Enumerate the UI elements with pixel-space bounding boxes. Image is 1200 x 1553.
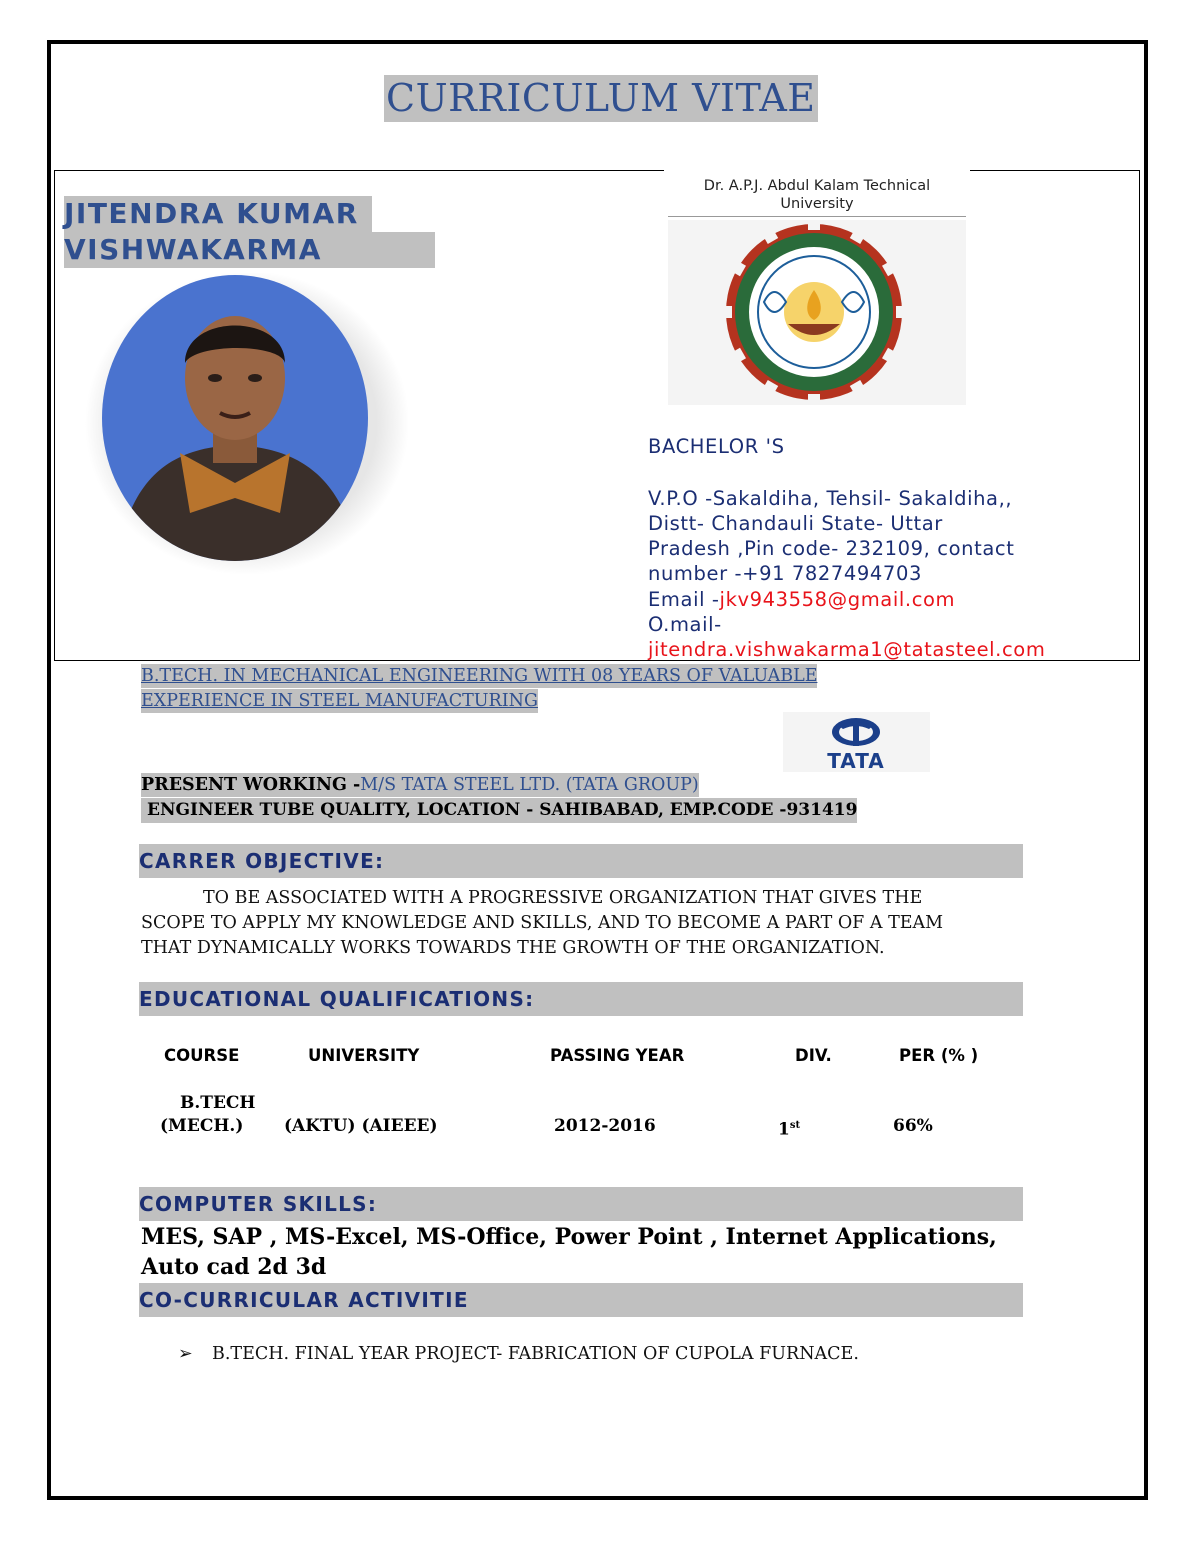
email-label: Email - [648, 588, 720, 611]
section-education: EDUCATIONAL QUALIFICATIONS: [139, 982, 1023, 1016]
table-header-course: COURSE [164, 1046, 240, 1065]
section-cocurricular: CO-CURRICULAR ACTIVITIE [139, 1283, 1023, 1317]
computer-skills-text: MES, SAP , MS-Excel, MS-Office, Power Point , Internet Applications, Auto cad 2d 3d [141, 1224, 997, 1280]
career-objective-text: TO BE ASSOCIATED WITH A PROGRESSIVE ORGANIZATION THAT GIVES THE SCOPE TO APPLY MY KNOWLEDGE AND SKILLS, AND TO BECOME A PART OF A TEAM THAT DYNAMICALLY WORKS TOWARDS THE GROWTH OF THE ORGANIZATION. [141, 888, 944, 958]
present-company: M/S TATA STEEL LTD. (TATA GROUP) [360, 775, 699, 795]
address-line1: V.P.O -Sakaldiha, Tehsil- Sakaldiha,, [648, 487, 1013, 510]
present-working [141, 773, 699, 797]
address-line3: Pradesh ,Pin code- 232109, contact [648, 537, 1015, 560]
header-box-top-right [970, 170, 1140, 171]
table-header-div: DIV. [795, 1046, 832, 1065]
table-cell-div: 1st [778, 1119, 801, 1140]
present-label: PRESENT WORKING - [141, 775, 361, 795]
table-cell-university: (AKTU) (AIEEE) [284, 1116, 438, 1136]
headline-line1: B.TECH. IN MECHANICAL ENGINEERING WITH 08 YEARS OF VALUABLE [141, 666, 818, 686]
activity-text: B.TECH. FINAL YEAR PROJECT- FABRICATION OF CUPOLA FURNACE. [212, 1344, 859, 1364]
university-name: Dr. A.P.J. Abdul Kalam Technical University [668, 177, 966, 217]
table-cell-course-line2: (MECH.) [160, 1116, 244, 1136]
office-mail-label: O.mail- [648, 613, 722, 636]
section-computer-skills: COMPUTER SKILLS: [139, 1187, 1023, 1221]
tata-logo [783, 712, 930, 772]
candidate-name-line2: VISHWAKARMA [64, 232, 435, 268]
present-role: ENGINEER TUBE QUALITY, LOCATION - SAHIBABAD, EMP.CODE -931419 [141, 798, 857, 823]
profile-photo [85, 273, 410, 576]
document-title: CURRICULUM VITAE [386, 76, 816, 120]
office-mail-address[interactable]: jitendra.vishwakarma1@tatasteel.com [648, 638, 1046, 661]
email-address[interactable]: jkv943558@gmail.com [719, 588, 956, 611]
section-career-objective: CARRER OBJECTIVE: [139, 844, 1023, 878]
header-box-right [1139, 170, 1140, 660]
university-logo [668, 220, 966, 405]
contact-number: number -+91 7827494703 [648, 562, 922, 585]
headline-line2: EXPERIENCE IN STEEL MANUFACTURING [141, 691, 538, 711]
table-cell-per: 66% [893, 1116, 933, 1136]
list-item [178, 1344, 859, 1364]
header-box-left [54, 170, 55, 660]
table-cell-year: 2012-2016 [554, 1116, 656, 1136]
email-line [648, 588, 955, 611]
candidate-name-line1: JITENDRA KUMAR [64, 196, 372, 232]
tata-logo-text: TATA [827, 749, 885, 772]
header-box-top-left [54, 170, 664, 171]
table-header-university: UNIVERSITY [308, 1046, 420, 1065]
table-cell-course-line1: B.TECH [180, 1093, 256, 1113]
address-line2: Distt- Chandauli State- Uttar [648, 512, 943, 535]
bullet-arrow-icon: ➢ [178, 1344, 193, 1364]
table-header-per: PER (% ) [899, 1046, 979, 1065]
degree-label: BACHELOR 'S [648, 435, 785, 458]
table-header-year: PASSING YEAR [550, 1046, 685, 1065]
